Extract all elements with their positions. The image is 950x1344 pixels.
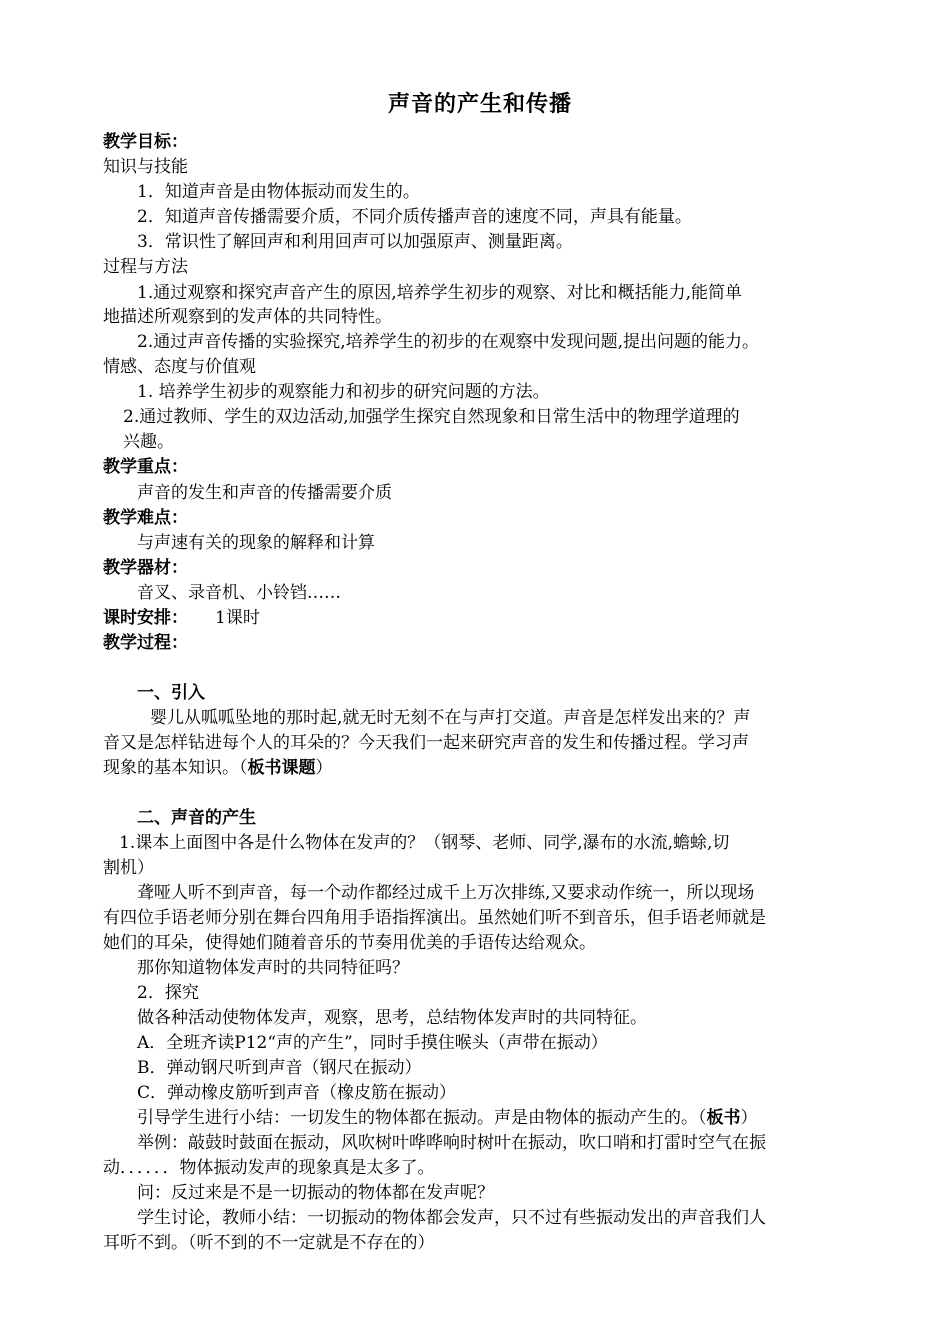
key-points-heading: 教学重点： xyxy=(103,457,188,477)
intro-line-3-end: ） xyxy=(315,758,333,778)
process-item-1-line-1: 1.通过观察和探究声音产生的原因,培养学生初步的观察、对比和概括能力,能简单 xyxy=(137,283,743,303)
key-points-text: 声音的发生和声音的传播需要介质 xyxy=(137,483,392,503)
production-summary-end: ） xyxy=(740,1108,758,1128)
equipment-text: 音叉、录音机、小铃铛…… xyxy=(137,583,341,603)
process-item-1-line-2: 地描述所观察到的发声体的共同特性。 xyxy=(103,307,392,327)
production-ask: 问：反过来是不是一切振动的物体都在发声呢？ xyxy=(137,1183,494,1203)
intro-line-1: 婴儿从呱呱坠地的那时起,就无时无刻不在与声打交道。声音是怎样发出来的？声 xyxy=(150,708,751,728)
production-example-line-1: 举例：敲鼓时鼓面在振动，风吹树叶哗哗响时树叶在振动，吹口哨和打雷时空气在振 xyxy=(137,1133,766,1153)
attitude-heading: 情感、态度与价值观 xyxy=(103,357,256,377)
equipment-heading: 教学器材： xyxy=(103,558,188,578)
difficulties-text: 与声速有关的现象的解释和计算 xyxy=(137,533,375,553)
production-deaf-line-3: 她们的耳朵，使得她们随着音乐的节奏用优美的手语传达给观众。 xyxy=(103,933,596,953)
difficulties-heading: 教学难点： xyxy=(103,508,188,528)
production-question: 那你知道物体发声时的共同特征吗？ xyxy=(137,958,409,978)
schedule-heading: 课时安排： xyxy=(103,608,188,628)
production-discuss-line-1: 学生讨论，教师小结：一切振动的物体都会发声，只不过有些振动发出的声音我们人 xyxy=(137,1208,766,1228)
production-discuss-line-2: 耳听不到。（听不到的不一定就是不存在的） xyxy=(103,1233,435,1253)
production-summary xyxy=(137,1106,758,1131)
production-example-line-2: 动．．．．．．物体振动发声的现象真是太多了。 xyxy=(103,1158,435,1178)
intro-line-3-text: 现象的基本知识。（ xyxy=(103,758,248,778)
production-explore: 2．探究 xyxy=(137,983,199,1003)
production-q1-line-2: 割机） xyxy=(103,858,154,878)
intro-line-2: 音又是怎样钻进每个人的耳朵的？今天我们一起来研究声音的发生和传播过程。学习声 xyxy=(103,733,749,753)
knowledge-item-3: 3．常识性了解回声和利用回声可以加强原声、测量距离。 xyxy=(137,232,573,252)
production-step-a: A．全班齐读P12“声的产生”，同时手摸住喉头（声带在振动） xyxy=(137,1033,608,1053)
knowledge-item-2: 2．知道声音传播需要介质，不同介质传播声音的速度不同，声具有能量。 xyxy=(137,207,692,227)
production-step-c: C．弹动橡皮筋听到声音（橡皮筋在振动） xyxy=(137,1083,457,1103)
attitude-item-1: 1. 培养学生初步的观察能力和初步的研究问题的方法。 xyxy=(137,382,550,402)
production-heading: 二、声音的产生 xyxy=(137,808,256,828)
knowledge-heading: 知识与技能 xyxy=(103,157,188,177)
production-explore-desc: 做各种活动使物体发声，观察，思考，总结物体发声时的共同特征。 xyxy=(137,1008,647,1028)
intro-line-3-bold: 板书课题 xyxy=(247,758,316,778)
knowledge-item-1: 1．知道声音是由物体振动而发生的。 xyxy=(137,182,420,202)
production-summary-text: 引导学生进行小结：一切发生的物体都在振动。声是由物体的振动产生的。（ xyxy=(137,1108,707,1128)
document-title: 声音的产生和传播 xyxy=(387,92,572,117)
attitude-item-2-line-1: 2.通过教师、学生的双边活动,加强学生探究自然现象和日常生活中的物理学道理的 xyxy=(123,407,740,427)
attitude-item-2-line-2: 兴趣。 xyxy=(123,432,174,452)
production-summary-bold: 板书 xyxy=(706,1108,741,1128)
process-item-2: 2.通过声音传播的实验探究,培养学生的初步的在观察中发现问题,提出问题的能力。 xyxy=(137,332,760,352)
intro-line-3 xyxy=(103,756,333,781)
objectives-heading: 教学目标： xyxy=(103,132,188,152)
process-heading: 过程与方法 xyxy=(103,257,188,277)
production-deaf-line-1: 聋哑人听不到声音，每一个动作都经过成千上万次排练,又要求动作统一，所以现场 xyxy=(137,883,755,903)
production-q1-line-1: 1.课本上面图中各是什么物体在发声的？（钢琴、老师、同学,瀑布的水流,蟾蜍,切 xyxy=(119,833,730,853)
schedule-text: 1课时 xyxy=(215,608,260,628)
production-step-b: B．弹动钢尺听到声音（钢尺在振动） xyxy=(137,1058,422,1078)
teaching-process-heading: 教学过程： xyxy=(103,633,188,653)
production-deaf-line-2: 有四位手语老师分别在舞台四角用手语指挥演出。虽然她们听不到音乐，但手语老师就是 xyxy=(103,908,766,928)
intro-heading: 一、引入 xyxy=(137,683,205,703)
